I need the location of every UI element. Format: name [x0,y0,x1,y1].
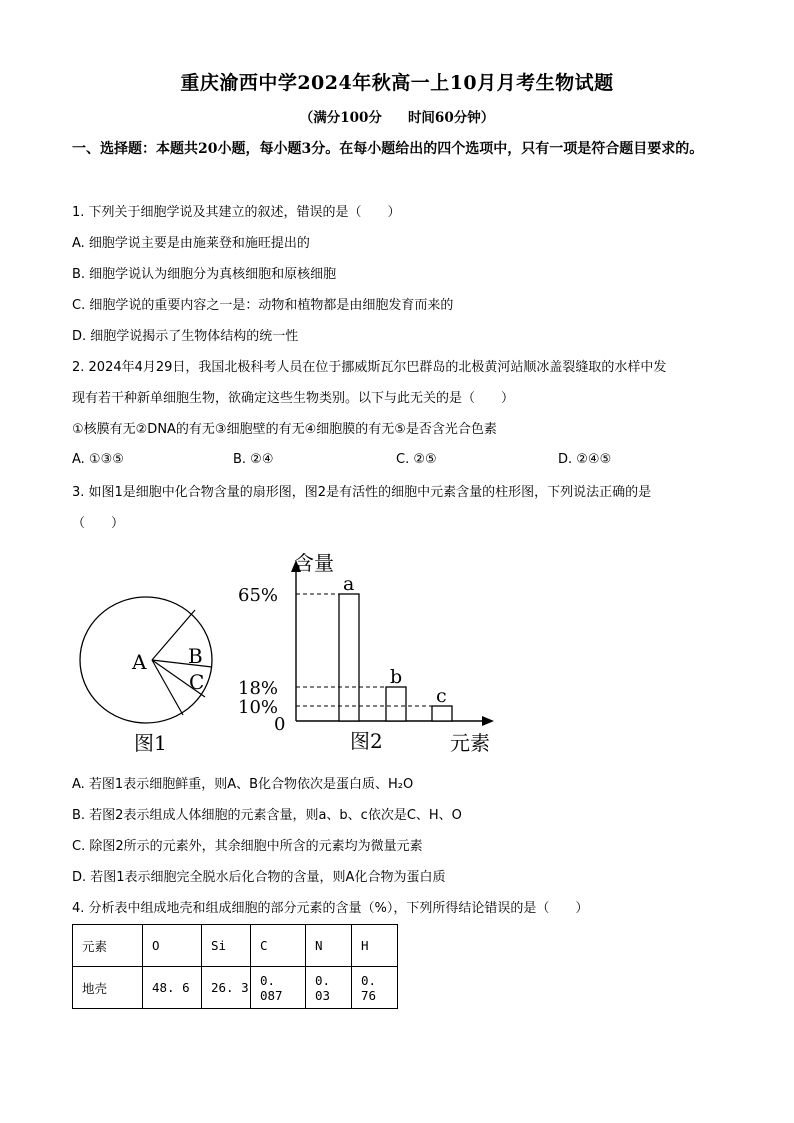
q2-stem-line1: 2. 2024年4月29日，我国北极科考人员在位于挪威斯瓦尔巴群岛的北极黄河站顺冰盖裂缝取的水样中发 [72,360,667,375]
figure-2-bar-chart [232,548,502,758]
table-cell: 地壳 [73,967,143,1009]
origin-label: 0 [274,714,286,735]
element-content-table [72,924,398,1009]
section-heading: 一、选择题：本题共20小题，每小题3分。在每小题给出的四个选项中，只有一项是符合题目要求的。 [72,141,704,157]
q1-option-d: D. 细胞学说揭示了生物体结构的统一性 [72,329,299,344]
q2-stem-line2: 现有若干种新单细胞生物，欲确定这些生物类别。以下与此无关的是（ ） [72,391,515,406]
q2-option-d: D. ②④⑤ [558,452,612,467]
q2-option-c: C. ②⑤ [396,452,437,467]
q2-items: ①核膜有无②DNA的有无③细胞壁的有无④细胞膜的有无⑤是否含光合色素 [72,422,497,437]
table-cell: C [251,925,306,967]
x-axis-label: 元素 [450,731,490,755]
table-cell: 0. 76 [352,967,398,1009]
bar-label-a: a [343,573,355,595]
bar-label-c: c [436,685,447,707]
bar-c [432,706,452,721]
y-tick-label: 65% [238,585,279,606]
q1-option-c: C. 细胞学说的重要内容之一是：动物和植物都是由细胞发育而来的 [72,298,454,313]
table-cell: H [352,925,398,967]
pie-divider-4 [152,660,183,715]
q3-option-b: B. 若图2表示组成人体细胞的元素含量，则a、b、c依次是C、H、O [72,808,462,823]
table-cell: N [306,925,352,967]
exam-info [0,106,794,126]
table-cell: 0. 03 [306,967,352,1009]
q3-option-c: C. 除图2所示的元素外，其余细胞中所含的元素均为微量元素 [72,839,423,854]
pie-label-a: A [132,650,147,674]
time-info: 时间60分钟） [407,110,495,126]
table-row [73,967,398,1009]
page-title: 重庆渝西中学2024年秋高一上10月月考生物试题 [180,72,614,94]
y-axis-label: 含量 [294,551,334,575]
table-cell: 48. 6 [143,967,202,1009]
q3-option-a: A. 若图1表示细胞鲜重，则A、B化合物依次是蛋白质、H₂O [72,777,414,792]
bar-a [339,594,359,721]
bar-b [386,687,406,721]
x-axis-arrow [482,716,494,726]
table-cell: O [143,925,202,967]
q3-stem-line2: （ ） [72,516,125,531]
figure-1-caption: 图1 [134,731,167,755]
pie-label-b: B [188,644,203,668]
q4-stem: 4. 分析表中组成地壳和组成细胞的部分元素的含量（%），下列所得结论错误的是（ ） [72,901,589,916]
figure-1-pie-chart [76,575,226,760]
y-tick-label: 10% [238,697,279,718]
q1-stem: 1. 下列关于细胞学说及其建立的叙述，错误的是（ ） [72,205,401,220]
q1-option-b: B. 细胞学说认为细胞分为真核细胞和原核细胞 [72,267,337,282]
figure-2-caption: 图2 [350,729,383,753]
score-info: （满分100分 [299,110,382,126]
q2-option-a: A. ①③⑤ [72,452,124,467]
q3-option-d: D. 若图1表示细胞完全脱水后化合物的含量，则A化合物为蛋白质 [72,870,446,885]
table-header-row [73,925,398,967]
q1-option-a: A. 细胞学说主要是由施莱登和施旺提出的 [72,236,310,251]
q3-stem-line1: 3. 如图1是细胞中化合物含量的扇形图，图2是有活性的细胞中元素含量的柱形图，下列说法正确的是 [72,485,652,500]
table-cell: Si [202,925,251,967]
pie-label-c: C [189,670,205,694]
table-cell: 26. 3 [202,967,251,1009]
table-cell: 0. 087 [251,967,306,1009]
q2-option-b: B. ②④ [233,452,274,467]
y-tick-label: 18% [238,678,279,699]
bar-label-b: b [390,666,403,688]
table-cell: 元素 [73,925,143,967]
